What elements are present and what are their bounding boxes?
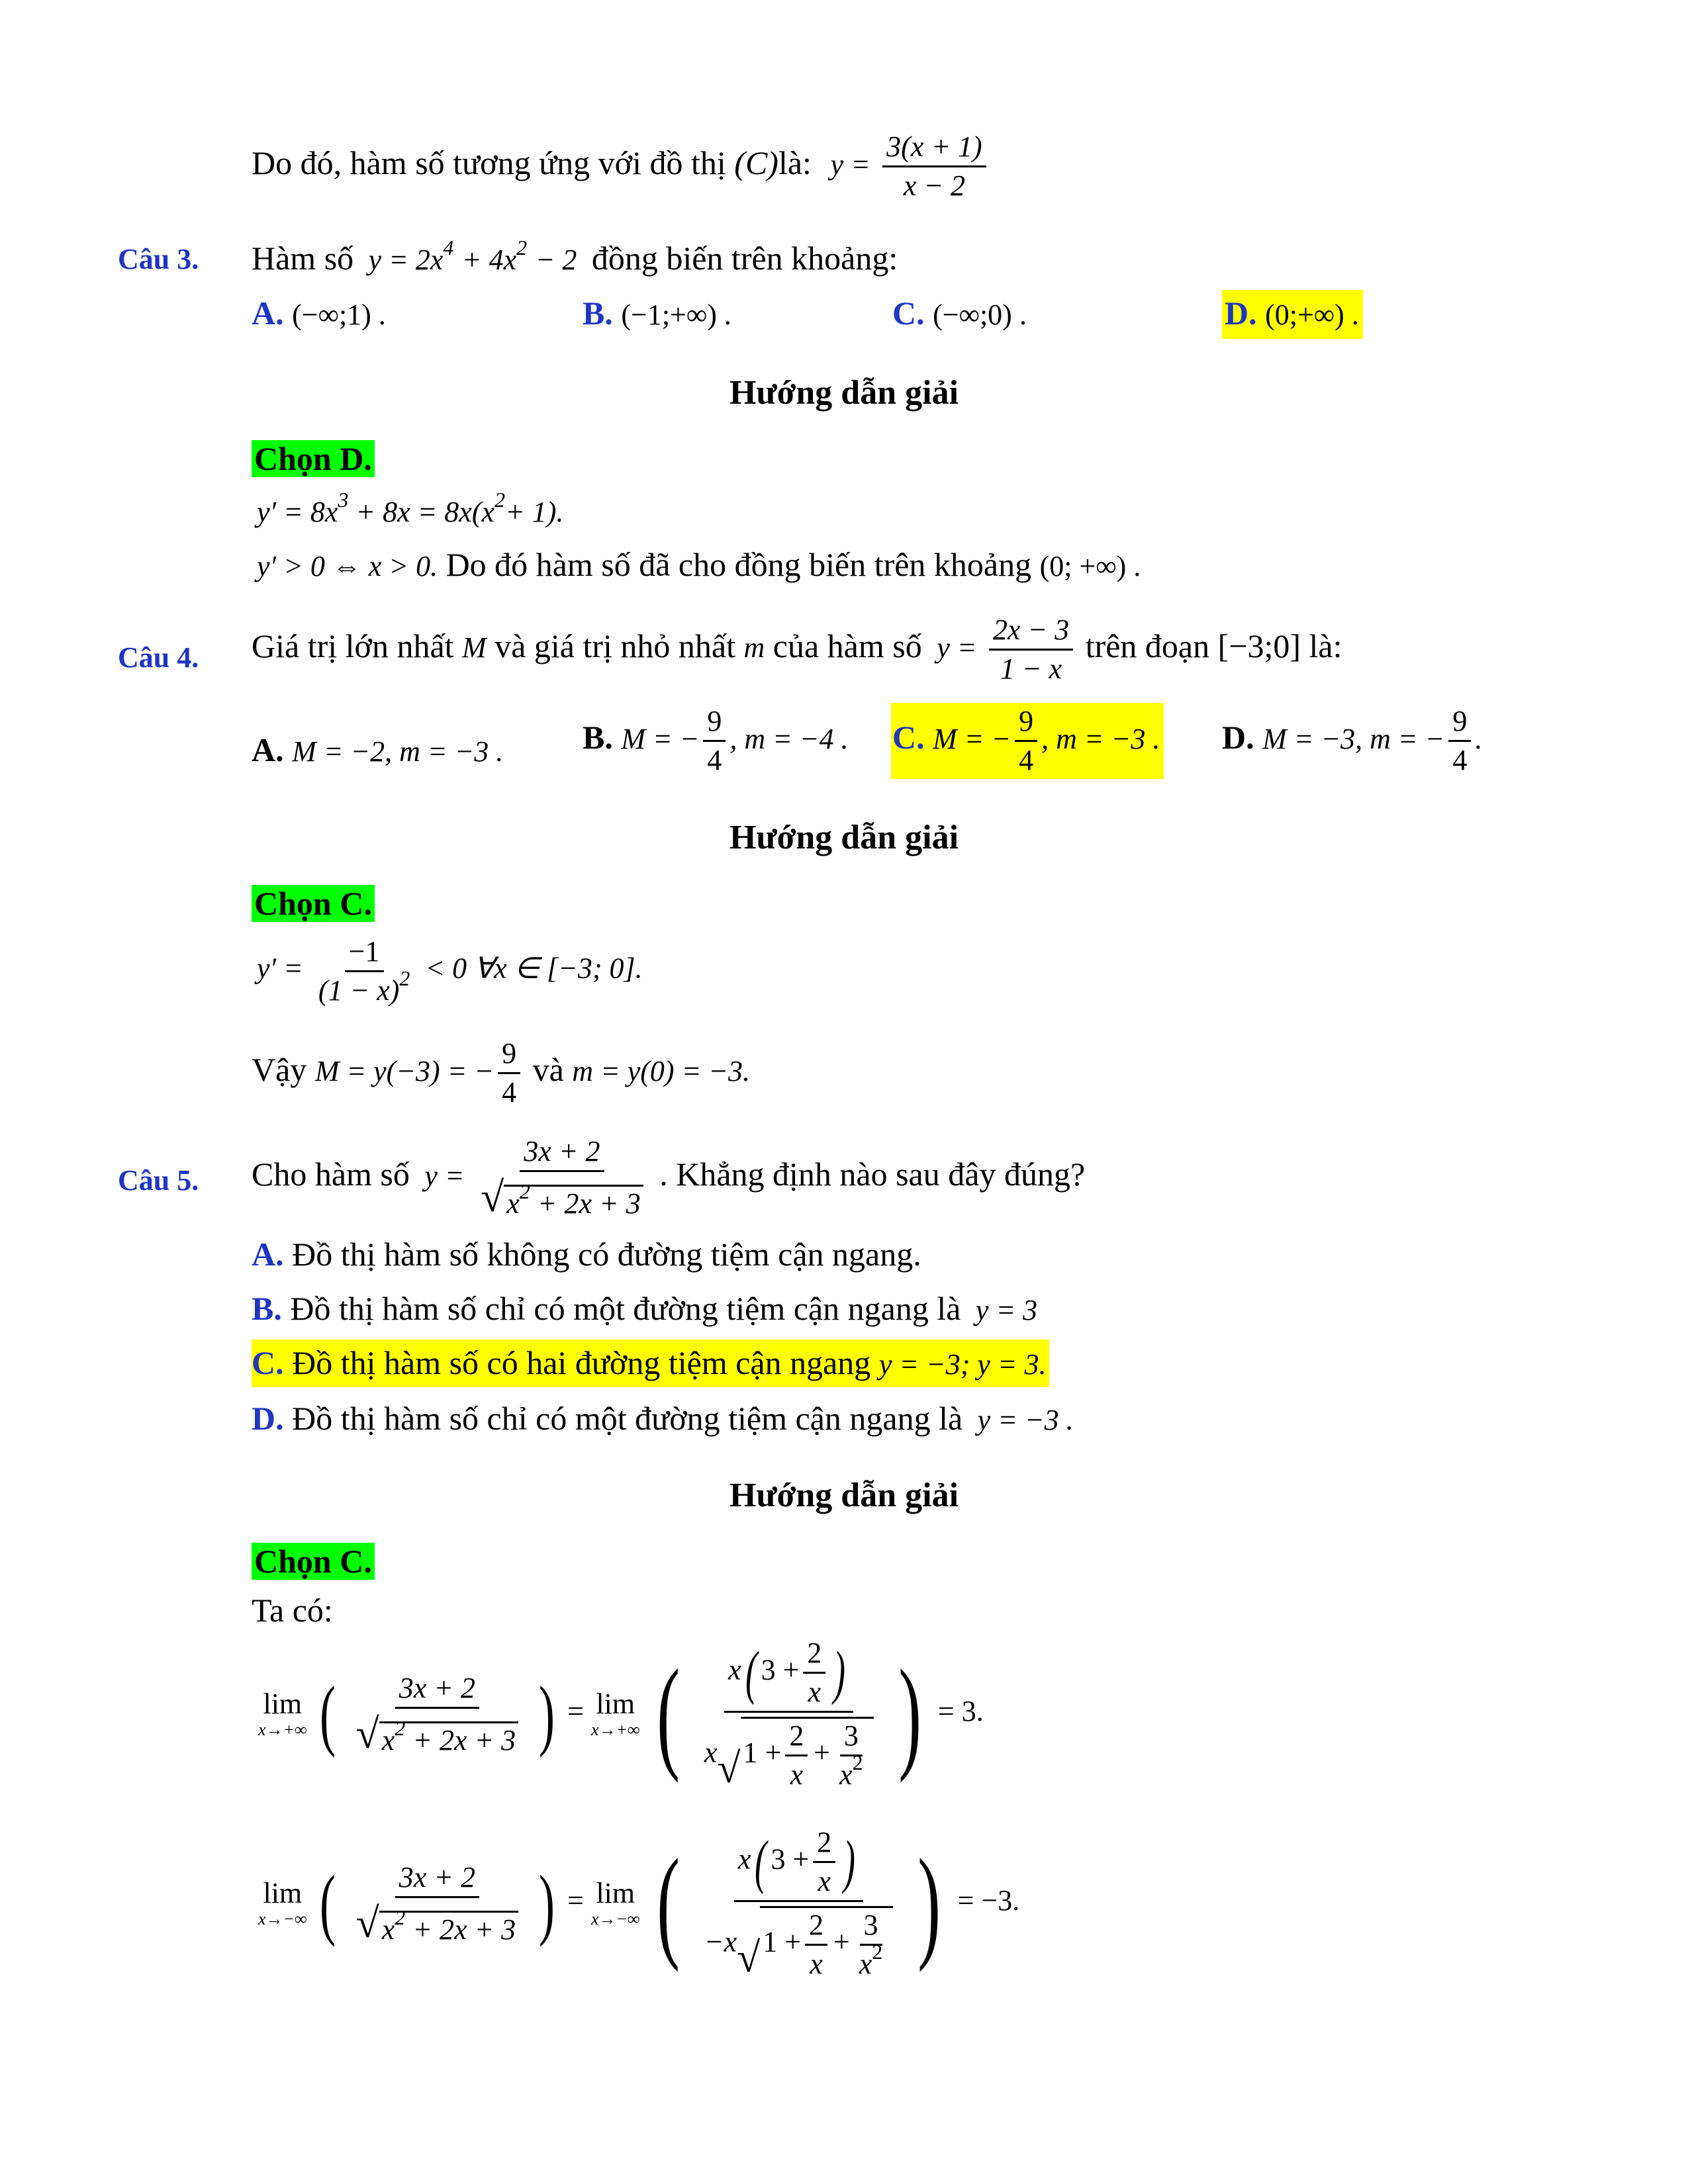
q5-den-exp: 2 [519, 1179, 530, 1203]
q5-option-d-letter: D. [252, 1400, 284, 1437]
q5-option-d[interactable] [252, 1402, 1074, 1435]
q4-option-d[interactable] [1222, 707, 1482, 775]
q3-step1 [257, 488, 564, 528]
lim1-result: = 3. [937, 1695, 984, 1728]
q4-stem-d: trên đoạn [1085, 627, 1210, 664]
intro-frac-den: x − 2 [903, 169, 966, 202]
intro-text: Do đó, hàm số tương ứng với đồ thị [252, 144, 726, 181]
q5-guide-title: Hướng dẫn giải [729, 1477, 959, 1514]
q5-den-rest: + 2x + 3 [537, 1187, 641, 1220]
q3-stem [252, 236, 898, 277]
q3-option-d-text: (0;+∞) . [1265, 298, 1359, 331]
q3-step2 [257, 548, 1141, 581]
q3-stem-b: đồng biến trên khoảng: [591, 240, 898, 277]
lim1-word: lim [263, 1688, 303, 1720]
lim2-rnum-x: x [737, 1843, 751, 1876]
q5-den-x: x [506, 1187, 520, 1220]
q5-taco: Ta có: [252, 1592, 333, 1629]
lim1-frac-num: 3x + 2 [395, 1674, 479, 1709]
q3-option-a-text: (−∞;1) . [292, 298, 386, 331]
q3-formula-end: − 2 [535, 244, 577, 276]
q4-fraction [989, 615, 1073, 684]
lim2-den-exp: 2 [395, 1905, 406, 1929]
q3-stem-a: Hàm số [252, 240, 354, 277]
q4-vay-num: 9 [498, 1039, 520, 1074]
lim2-frac-right: x( 3 + $\frac{2}{x}$ ) −x√1 + $\frac{2}{x}$ + $\frac{3}{x^2}$ [700, 1828, 897, 1979]
q4-deriv-rhs: < 0 ∀x ∈ [−3; 0]. [425, 952, 643, 985]
lim1-sub: x→+∞ [258, 1720, 307, 1739]
q5-option-a-letter: A. [252, 1236, 284, 1273]
lim1-frac-left [352, 1671, 523, 1757]
q3-step1-c: + 1). [505, 496, 564, 528]
lim1-rden-x2: x [839, 1758, 853, 1791]
q4-option-b[interactable] [583, 707, 849, 775]
lim1-rden-two: 2 [785, 1721, 808, 1756]
lim1-rden-one: 1 + [743, 1736, 782, 1769]
q5-option-d-math: y = −3 . [977, 1404, 1074, 1436]
q5-option-b-letter: B. [252, 1290, 282, 1327]
q5-stem-b: . Khẳng định nào sau đây đúng? [659, 1155, 1086, 1193]
q5-option-c-letter: C. [252, 1344, 284, 1381]
q4-stem-b: và giá trị nhỏ nhất [494, 627, 735, 664]
lim2-frac-num: 3x + 2 [395, 1863, 479, 1898]
lim1-frac-right: x( 3 + $\frac{2}{x}$ ) x√1 + $\frac{2}{x}$ + $\frac{3}{x^2}$ [700, 1639, 878, 1790]
lim1-rden-xd: x [790, 1758, 804, 1791]
q5-limit-plus-inf: lim x→+∞ ( $\frac{3x + 2}{√x^2 + 2x + 3}$ ) = lim x→+∞ ( x( 3 + $\frac{2}{x}$ ) x√1 + $\frac{2}{x}$ + $\frac{3}{x^2}$ ) = 3. [258, 1637, 984, 1792]
q4-conclusion [252, 1039, 750, 1107]
lim1-den-x: x [381, 1723, 395, 1756]
q3-option-a[interactable] [252, 296, 386, 330]
q4-option-c-num: 9 [1015, 707, 1037, 742]
lim2-frac-left [352, 1860, 523, 1946]
q4-deriv-frac [314, 937, 414, 1005]
q4-option-d-post: . [1475, 722, 1483, 755]
q4-y-eq: y = [937, 631, 977, 664]
lim2-sub: x→−∞ [258, 1909, 307, 1929]
q4-option-a-text: M = −2, m = −3 . [292, 735, 504, 768]
q4-frac-num: 2x − 3 [989, 615, 1073, 651]
q5-stem-a: Cho hàm số [252, 1155, 410, 1193]
q4-option-d-frac [1448, 707, 1471, 775]
q3-option-c[interactable] [892, 296, 1027, 330]
q4-option-b-letter: B. [583, 718, 613, 756]
q5-option-c-text: Đồ thị hàm số có hai đường tiệm cận ngang [292, 1344, 871, 1381]
sqrt-icon: √ [717, 1745, 741, 1792]
q5-limit-minus-inf: lim x→−∞ ( $\frac{3x + 2}{√x^2 + 2x + 3}$ ) = lim x→−∞ ( x( 3 + $\frac{2}{x}$ ) −x√1 + $\frac{2}{x}$ + $\frac{3}{x^2}$ ) = −3. [258, 1826, 1020, 1981]
q5-option-b[interactable] [252, 1292, 1037, 1325]
lim1-rnum-x: x [728, 1653, 741, 1686]
q3-step1-b: + 8x = 8x(x [355, 496, 494, 528]
lim2-rden-exp: 2 [872, 1940, 883, 1964]
q3-formula: y = 2x [368, 244, 444, 276]
lim2-rnum-three: 3 + [771, 1843, 810, 1876]
lim1-left [258, 1690, 307, 1739]
lim1-rden-exp: 2 [852, 1751, 863, 1774]
q4-option-b-num: 9 [703, 707, 726, 742]
q3-exp1: 4 [443, 236, 454, 259]
q5-frac-num: 3x + 2 [520, 1137, 604, 1172]
q4-label: Câu 4. [118, 641, 199, 674]
lim1-rnum-two: 2 [803, 1639, 825, 1674]
q3-option-c-letter: C. [892, 295, 925, 332]
lim2-den-x: x [381, 1913, 395, 1946]
q3-formula-mid: + 4x [461, 244, 517, 276]
lim2-rden-x2: x [859, 1948, 872, 1980]
q3-guide-title: Hướng dẫn giải [729, 374, 959, 412]
q3-step1-exp2: 2 [494, 488, 505, 512]
lim2-word: lim [263, 1877, 303, 1909]
lim2-result: = −3. [957, 1884, 1020, 1917]
lim1-right [591, 1690, 640, 1739]
q4-deriv-den-exp: 2 [399, 966, 410, 990]
q4-option-b-frac [703, 707, 726, 775]
sqrt-icon: √ [355, 1899, 379, 1946]
q3-step2-interval: (0; +∞) . [1039, 550, 1141, 582]
q4-frac-den: 1 − x [1000, 653, 1062, 685]
q5-answer [252, 1545, 375, 1578]
q4-interval: [−3;0] [1217, 627, 1301, 664]
q3-step1-a: y′ = 8x [257, 496, 338, 528]
lim1-sub-right: x→+∞ [590, 1720, 640, 1739]
q3-step2-text: Do đó hàm số đã cho đồng biến trên khoảng [445, 546, 1032, 583]
lim2-rden-two: 2 [805, 1911, 827, 1946]
lim2-sub-right: x→−∞ [590, 1909, 640, 1929]
lim1-rden-x: x [704, 1736, 718, 1769]
intro-formula-lhs: y = [830, 148, 870, 181]
lim2-right [591, 1879, 640, 1928]
q4-option-b-post: , m = −4 . [729, 722, 849, 755]
q4-m: m [743, 631, 765, 664]
q5-option-d-text: Đồ thị hàm số chỉ có một đường tiệm cận ngang là [292, 1400, 963, 1437]
q3-exp2: 2 [516, 236, 528, 259]
lim1-den-exp: 2 [395, 1715, 406, 1740]
sqrt-icon: √ [355, 1709, 379, 1757]
q5-fraction [477, 1137, 647, 1218]
lim2-left [258, 1879, 307, 1928]
lim1-eq: = [567, 1695, 584, 1728]
q3-option-d-letter: D. [1225, 295, 1257, 332]
q4-option-d-pre: M = −3, m = − [1262, 722, 1445, 755]
q4-stem [252, 615, 1342, 684]
q4-vay: Vậy [252, 1050, 307, 1088]
q4-answer [252, 887, 375, 920]
lim2-rden-three: 3 [860, 1911, 882, 1946]
q5-option-c-math: y = −3; y = 3. [878, 1348, 1047, 1381]
q4-stem-c: của hàm số [773, 627, 922, 664]
q4-answer-badge: Chọn C. [252, 885, 375, 922]
q4-vay-and: và [532, 1050, 564, 1088]
q3-option-d[interactable] [1222, 290, 1363, 339]
q3-option-c-text: (−∞;0) . [933, 298, 1027, 331]
q5-stem [252, 1137, 1085, 1218]
q3-step1-exp: 3 [338, 488, 349, 512]
q4-option-d-num: 9 [1448, 707, 1471, 742]
q4-option-c-pre: M = − [933, 722, 1011, 755]
lim2-eq: = [567, 1884, 584, 1917]
q4-option-c-den: 4 [1019, 744, 1034, 776]
lim2-word-right: lim [596, 1877, 635, 1909]
lim1-rden-three: 3 [840, 1721, 863, 1756]
intro-line [252, 132, 990, 201]
graph-name: (C) [734, 144, 778, 181]
sqrt-icon: √ [481, 1173, 504, 1220]
q5-option-c[interactable] [252, 1340, 1049, 1387]
q4-deriv-den: (1 − x) [318, 974, 400, 1007]
q4-option-c[interactable] [891, 703, 1164, 779]
lim2-rden-one: 1 + [763, 1925, 802, 1958]
q4-option-a-letter: A. [252, 731, 284, 768]
q3-step2-math: y′ > 0 ⇔ x > 0. [257, 550, 438, 582]
q5-y-eq: y = [424, 1159, 465, 1192]
q4-option-b-pre: M = − [621, 722, 700, 755]
lim2-rnum-two: 2 [813, 1828, 835, 1863]
q4-deriv-lhs: y′ = [257, 952, 303, 985]
lim2-den-rest: + 2x + 3 [412, 1913, 516, 1946]
q5-option-b-text: Đồ thị hàm số chỉ có một đường tiệm cận ngang là [290, 1290, 961, 1327]
q4-vay-math2: m = y(0) = −3. [572, 1054, 750, 1087]
lim2-rnum-x2: x [818, 1865, 831, 1897]
q4-option-d-den: 4 [1452, 744, 1468, 776]
q5-label: Câu 5. [118, 1164, 199, 1197]
q3-answer-badge: Chọn D. [252, 440, 375, 477]
q3-option-b-letter: B. [583, 295, 613, 332]
q3-option-b-text: (−1;+∞) . [621, 298, 731, 331]
q5-answer-badge: Chọn C. [252, 1543, 375, 1580]
q5-option-b-math: y = 3 [975, 1294, 1038, 1326]
q4-derivative [257, 937, 643, 1005]
q5-option-a-text: Đồ thị hàm số không có đường tiệm cận ngang. [292, 1236, 921, 1273]
q4-option-d-letter: D. [1222, 718, 1254, 756]
q4-M: M [462, 631, 487, 664]
q4-vay-frac [498, 1039, 520, 1107]
lim2-rden-xd: x [810, 1948, 823, 1980]
lim1-den-rest: + 2x + 3 [412, 1723, 516, 1756]
q3-answer [252, 442, 375, 475]
q4-option-b-den: 4 [707, 744, 722, 776]
intro-frac-num: 3(x + 1) [882, 132, 986, 167]
q4-option-c-frac [1015, 707, 1037, 775]
lim2-rden-negx: −x [704, 1925, 737, 1958]
intro-la: là: [778, 144, 812, 181]
intro-fraction [882, 132, 986, 201]
q3-label: Câu 3. [118, 243, 199, 275]
q3-option-a-letter: A. [252, 295, 284, 332]
lim1-rnum-x2: x [808, 1676, 821, 1708]
q4-stem-a: Giá trị lớn nhất [252, 627, 454, 664]
q4-guide-title: Hướng dẫn giải [729, 819, 959, 856]
q4-option-a[interactable] [252, 733, 503, 766]
q5-option-a[interactable] [252, 1238, 921, 1271]
lim1-rnum-three: 3 + [761, 1653, 800, 1686]
q4-option-c-post: , m = −3 . [1041, 722, 1160, 755]
lim1-word-right: lim [596, 1688, 635, 1720]
q3-option-b[interactable] [583, 296, 731, 330]
q4-vay-math1: M = y(−3) = − [314, 1054, 494, 1087]
q4-vay-den: 4 [502, 1076, 517, 1109]
sqrt-icon: √ [737, 1934, 761, 1981]
q4-deriv-num: −1 [345, 937, 384, 972]
q4-option-c-letter: C. [892, 718, 925, 756]
q4-stem-e: là: [1309, 627, 1342, 664]
